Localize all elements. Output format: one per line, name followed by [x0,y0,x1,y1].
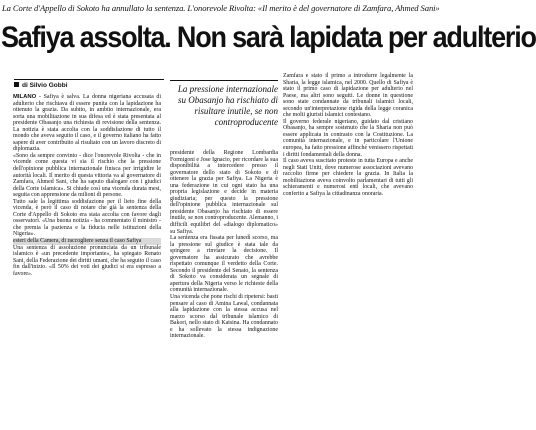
paragraph: «Sono da sempre convinto - dice l'onorevole Rivolta - che in vicende come questa vi sia il rischio che la pressione dell'opinione pubblica internazionale finisca per irrigidire le autorità locali. Il merito di questa vittoria va al governatore di Zamfara, Ahmed Sani, che ha saputo dialogare con i giudici della Corte islamica». Si chiude così una vicenda durata mesi, seguita con apprensione da milioni di persone. [13,152,161,199]
byline [14,79,164,89]
article-column-2 [170,150,278,430]
headline: Safiya assolta. Non sarà lapidata per adulterio [1,21,536,54]
pull-quote-rule [170,80,278,81]
paragraph [13,94,161,153]
paragraph-text: - Safiya è salva. La donna nigeriana accusata di adulterio che rischiava di essere punita con la lapidazione ha ottenuto la grazia. Da subito, in ambito internazionale, era sorta una mobilitazione in sua difesa ed è stata presentata al presidente Obasanjo una richiesta di revisione della sentenza. La notizia è stata accolta con la soddisfazione di tutto il mondo che aveva seguito il caso, e il governo italiano ha fatto sapere di aver contribuito al risultato con un lavoro discreto di diplomazia. [13,94,161,153]
paragraph: Zamfara e stato il primo a introdurre legalmente la Sharia, la legge islamica, nel 2000. Quello di Safiya è stato il primo caso di lapidazione per adulterio nel Paese, ma altri sono seguiti. Le donne in questione sono state condannate da tribunali islamici locali, secondo un'interpretazione rigida della legge coranica che molti giuristi islamici contestano. [283,73,413,119]
byline-text: di Silvio Gobbi [22,82,68,89]
kicker: La Corte d'Appello di Sokoto ha annullato la sentenza. L'onorevole Rivolta: «Il merito è del governatore di Zamfara, Ahmed Sani» [2,3,440,13]
paragraph: Tutto sale la legittima soddisfazione per il lieto fine della vicenda, è però il caso di notare che già la sentenza della Corte d'Appello di Sokoto era stata accolta con favore dagli osservatori. «Una buona notizia - ha commentato il ministro - che premia la pazienza e la fiducia nelle istituzioni della Nigeria». [13,198,161,238]
pull-quote [170,80,278,128]
byline-square-icon [14,82,19,87]
paragraph: Il caso aveva suscitato proteste in tutta Europa e anche negli Stati Uniti, dove numerose associazioni avevano raccolto firme per chiedere la grazia. In Italia la mobilitazione aveva coinvolto parlamentari di tutti gli schieramenti e numerosi enti locali, che avevano conferito a Safiya la cittadinanza onoraria. [283,158,413,197]
paragraph: presidente della Regione Lombardia Formigoni e Jose Ignacio, per ricordare la sua disponibilità a intercedere presso il governatore dello stato di Sokoto e di ottenere la grazia per Safiya. La Nigeria è una federazione in cui ogni stato ha una propria legislazione e decide in materia giudiziaria; per questo la pressione dell'opinione pubblica internazionale sul presidente Obasanjo ha rischiato di essere inutile, se non controproducente. Alemanno, i difficili equilibri del «dialogo diplomatico» su Safiya. [170,150,278,235]
paragraph: Il governo federale nigeriano, guidato dal cristiano Obasanjo, ha sempre sostenuto che la Sharia non può essere applicata in contrasto con la Costituzione. La comunità internazionale, e in particolare l'Unione europea, ha fatto pressione affinché venissero rispettati i diritti fondamentali della donna. [283,118,413,158]
dateline: MILANO [13,94,37,100]
paragraph: La sentenza era fissata per lunedì scorso, ma la pressione sul giudice è stata tale da spingere a rinviare la decisione. Il governatore ha assicurato che avrebbe rispettato comunque il verdetto della Corte. Secondo il presidente del Senato, la sentenza di Sokoto va considerata un segnale di apertura della Nigeria verso le richieste della comunità internazionale. [170,235,278,294]
paragraph: Una vicenda che pone rischi di ripetersi: basti pensare al caso di Amina Lawal, condannata alla lapidazione con la stessa accusa nel marzo scorso dal tribunale islamico di Bakori, nello stato di Katsina. Ha condannato e ha sollevato la stessa indignazione internazionale. [170,294,278,340]
pull-quote-text: La pressione internazionale su Obasanjo ha rischiato di risultare inutile, se non controproducente [177,84,278,127]
article-column-3 [283,73,413,409]
article-column-1 [13,94,161,430]
paragraph: Una sentenza di assoluzione pronunciata da un tribunale islamico è «un precedente importante», ha spiegato Renato Sani, della Federazione dei diritti umani, che ha seguito il caso fin dall'inizio. «Il 50% dei voti dei giudici si era espresso a favore». [13,244,161,277]
highlighted-text: esteri della Camera, di raccogliere senza il caso Safiya [13,238,161,245]
